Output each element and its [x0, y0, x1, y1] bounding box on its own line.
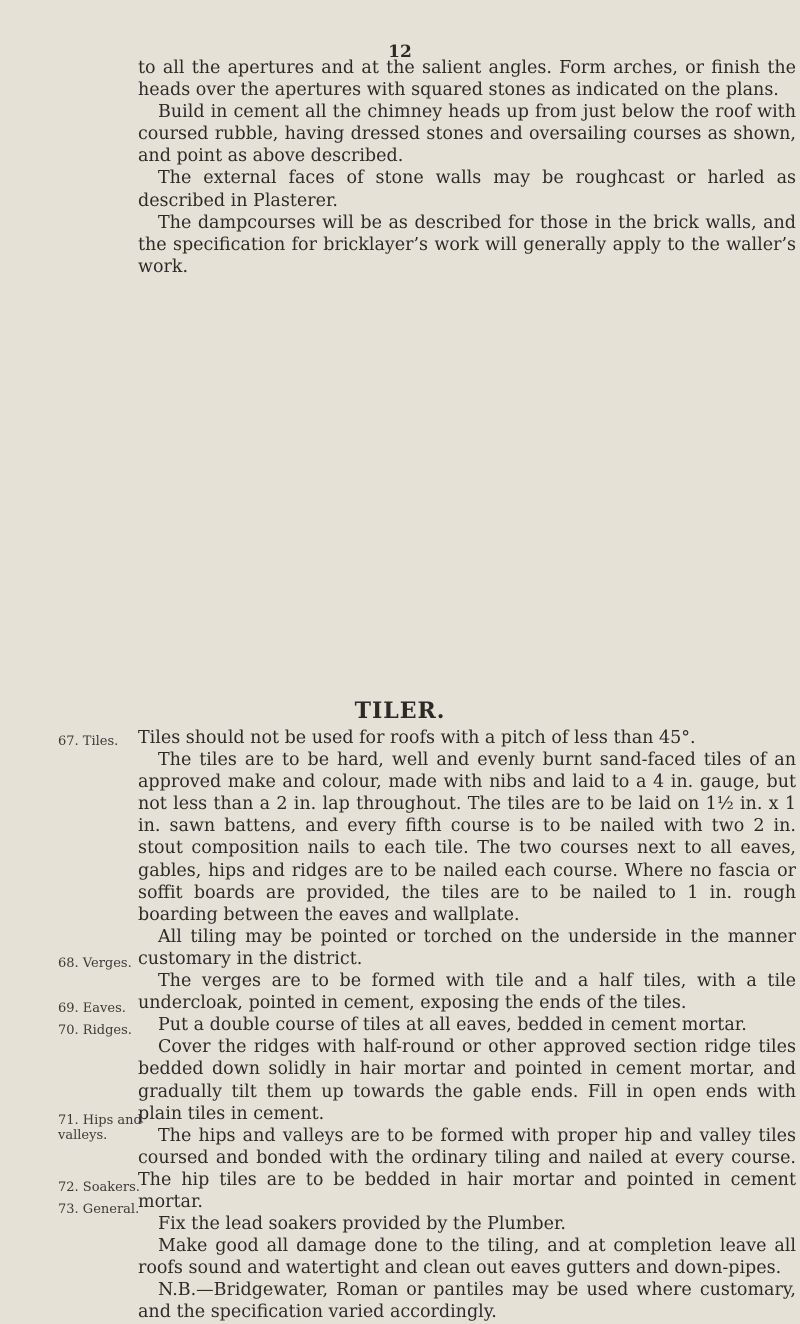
margin-label-hips: 71. Hips and valleys. [58, 1113, 142, 1143]
paragraph: to all the apertures and at the salient angles. Form arches, or finish the heads over the apertures with squared stones as indicated on the plans. [138, 58, 796, 101]
section-heading: TILER. [354, 698, 446, 724]
paragraph: Cover the ridges with half-round or other approved section ridge tiles bedded down solidly in hair mortar and pointed in cement mortar, and gradually tilt them up towards the gable ends. Fill in open ends with plain tiles in cement. [138, 1037, 796, 1124]
margin-label-general: 73. General. [58, 1202, 140, 1217]
paragraph: The external faces of stone walls may be roughcast or harled as described in Plasterer. [138, 168, 796, 211]
margin-label-ridges: 70. Ridges. [58, 1023, 132, 1038]
paragraph: The tiles are to be hard, well and evenly burnt sand-faced tiles of an approved make and colour, made with nibs and laid to a 4 in. gauge, but not less than a 2 in. lap throughout. The tiles are to be laid on 1½ in. x 1 in. sawn battens, and every fifth course is to be nailed with two 2 in. stout composition nails to each tile. The two courses next to all eaves, gables, hips and ridges are to be nailed each course. Where no fascia or soffit boards are provided, the tiles are to be nailed to 1 in. rough boarding between the eaves and wallplate. [138, 750, 796, 925]
paragraph: The verges are to be formed with tile and a half tiles, with a tile undercloak, pointed in cement, exposing the ends of the tiles. [138, 971, 796, 1014]
tiler-section [138, 727, 796, 1324]
margin-label-eaves: 69. Eaves. [58, 1001, 126, 1016]
margin-label-tiles: 67. Tiles. [58, 734, 119, 749]
paragraph: The dampcourses will be as described for those in the brick walls, and the specification for bricklayer’s work will generally apply to the waller’s work. [138, 212, 796, 277]
paragraph: Put a double course of tiles at all eaves, bedded in cement mortar. [158, 1015, 747, 1036]
margin-label-soakers: 72. Soakers. [58, 1180, 140, 1195]
page-number: 12 [388, 42, 412, 62]
paragraph: All tiling may be pointed or torched on the underside in the manner customary in the district. [138, 926, 796, 969]
margin-label-verges: 68. Verges. [58, 956, 132, 971]
waller-continuation [138, 57, 796, 278]
paragraph: Build in cement all the chimney heads up from just below the roof with coursed rubble, having dressed stones and oversailing courses as shown, and point as above described. [138, 102, 796, 167]
paragraph: The hips and valleys are to be formed with proper hip and valley tiles coursed and bonded with the ordinary tiling and nailed at every course. The hip tiles are to be bedded in hair mortar and pointed in cement mortar. [138, 1125, 796, 1212]
paragraph: Make good all damage done to the tiling, and at completion leave all roofs sound and watertight and clean out eaves gutters and down-pipes. [138, 1236, 796, 1279]
paragraph: Tiles should not be used for roofs with a pitch of less than 45°. [138, 728, 696, 748]
paragraph: Fix the lead soakers provided by the Plumber. [158, 1214, 566, 1235]
paragraph: N.B.—Bridgewater, Roman or pantiles may be used where customary, and the specification varied accordingly. [138, 1280, 796, 1323]
